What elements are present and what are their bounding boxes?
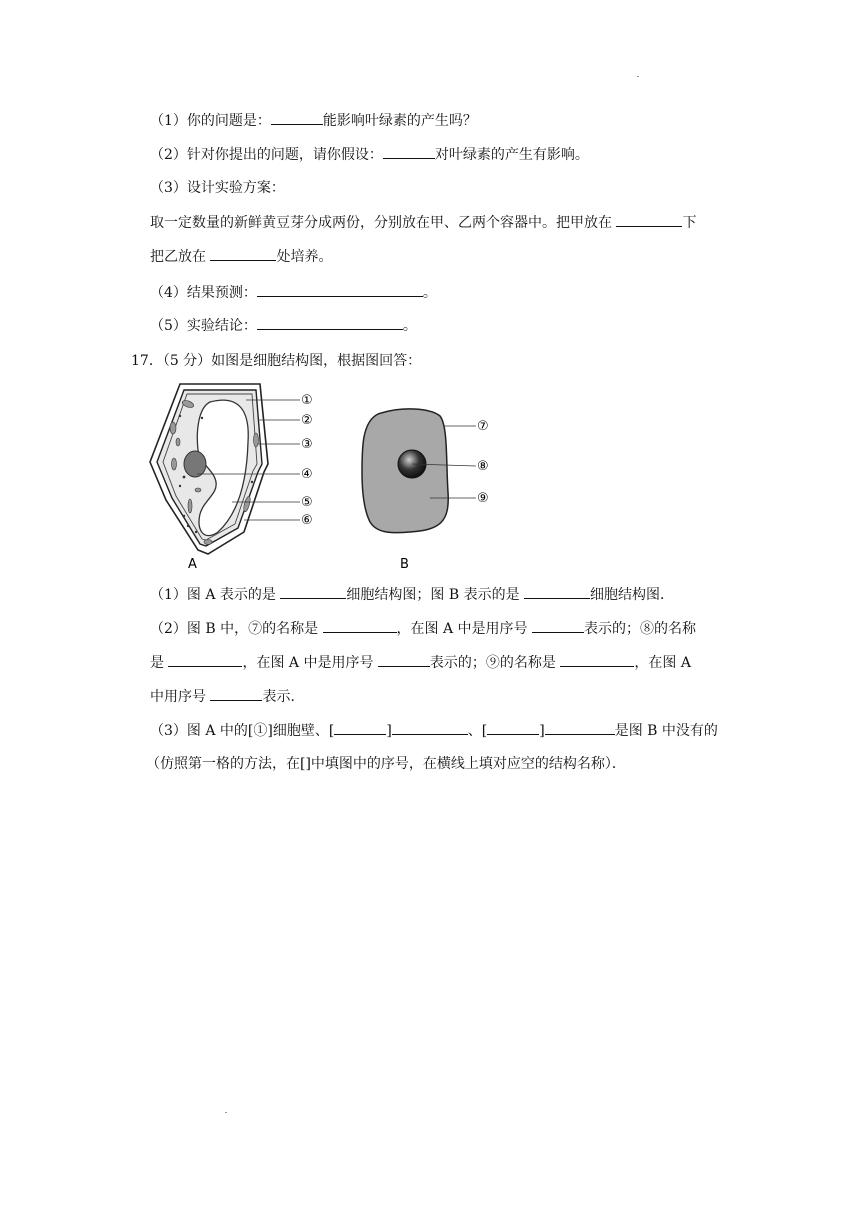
- marker-6: ⑥: [301, 513, 313, 528]
- q17-line-4: 中用序号 表示．: [150, 686, 304, 707]
- q17-title: 17．（5 分）如图是细胞结构图，根据图回答：: [131, 353, 422, 369]
- answer-blank[interactable]: [168, 652, 242, 667]
- answer-blank[interactable]: [545, 720, 615, 735]
- answer-blank[interactable]: [392, 720, 468, 735]
- q17-line-2: （2）图 B 中，⑦的名称是 ，在图 A 中是用序号 表示的；⑧的名称: [150, 618, 696, 639]
- answer-blank[interactable]: [487, 720, 539, 735]
- marker-4: ④: [301, 467, 313, 482]
- q16-line-2: （2）针对你提出的问题，请你假设： 对叶绿素的产生有影响。: [150, 144, 589, 165]
- q17-line-5: （3）图 A 中的[①]细胞壁、[ ] 、[ ] 是图 B 中没有的: [150, 720, 718, 741]
- q16-line-5: 把乙放在 处培养。: [150, 246, 332, 267]
- answer-blank[interactable]: [257, 282, 423, 297]
- figure-b-label: B: [400, 557, 409, 572]
- answer-blank[interactable]: [560, 652, 634, 667]
- plant-cell-figure: [140, 382, 489, 572]
- marker-5: ⑤: [301, 495, 313, 510]
- figure-a-label: A: [188, 557, 197, 572]
- nucleus: [184, 451, 206, 477]
- scan-dot: [225, 1112, 227, 1113]
- marker-7: ⑦: [477, 419, 489, 434]
- q16-line-6: （4）结果预测： 。: [150, 282, 437, 303]
- answer-blank[interactable]: [257, 315, 403, 330]
- marker-2: ②: [301, 413, 313, 428]
- answer-blank[interactable]: [323, 618, 397, 633]
- q17-line-6: （仿照第一格的方法，在[]中填图中的序号，在横线上填对应空的结构名称）．: [146, 756, 626, 772]
- answer-blank[interactable]: [210, 246, 276, 261]
- answer-blank[interactable]: [378, 652, 430, 667]
- q16-line-7: （5）实验结论： 。: [150, 315, 417, 336]
- q16-line-1: （1）你的问题是： 能影响叶绿素的产生吗？: [150, 110, 477, 131]
- answer-blank[interactable]: [616, 212, 682, 227]
- answer-blank[interactable]: [383, 144, 435, 159]
- answer-blank[interactable]: [532, 618, 584, 633]
- q16-line-3: （3）设计实验方案：: [150, 180, 285, 196]
- scan-dot: [637, 76, 639, 77]
- marker-9: ⑨: [477, 491, 489, 506]
- answer-blank[interactable]: [524, 584, 590, 599]
- marker-1: ①: [301, 393, 313, 408]
- marker-3: ③: [301, 437, 313, 452]
- q17-line-1: （1）图 A 表示的是 细胞结构图；图 B 表示的是 细胞结构图．: [150, 584, 674, 605]
- q17-line-3: 是 ，在图 A 中是用序号 表示的；⑨的名称是 ，在图 A: [150, 652, 691, 673]
- answer-blank[interactable]: [210, 686, 262, 701]
- answer-blank[interactable]: [280, 584, 346, 599]
- answer-blank[interactable]: [271, 110, 323, 125]
- marker-8: ⑧: [477, 459, 489, 474]
- answer-blank[interactable]: [334, 720, 386, 735]
- q16-line-4: 取一定数量的新鲜黄豆芽分成两份，分别放在甲、乙两个容器中。把甲放在 下: [150, 212, 696, 233]
